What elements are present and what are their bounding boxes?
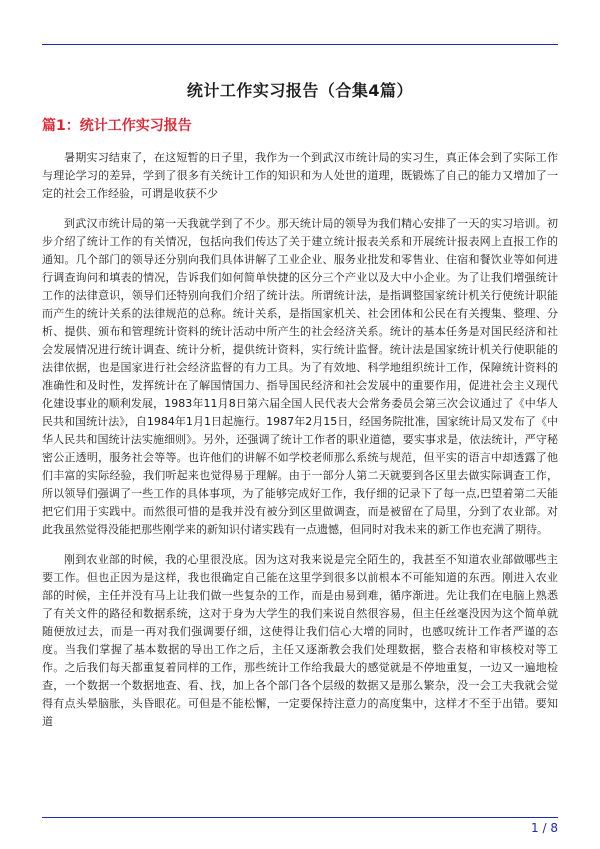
paragraph-3: 刚到农业部的时候，我的心里很没底。因为这对我来说是完全陌生的，我甚至不知道农业部做哪些主要工作。但也正因为是这样，我也很确定自己能在这里学到很多以前根本不可能知道的东西。刚进入农业部的时候，主任并没有马上让我们做一些复杂的工作，而是由易到难，循序渐进。先让我们在电脑上熟悉了有关文件的路径和数据系统，这对于身为大学生的我们来说自然很容易，但主任丝毫没因为这个简单就随便放过去，而是一再对我们强调要仔细，这使得让我们信心大增的同时，也感叹统计工作者严谨的态度。当我们掌握了基本数据的导出工作之后，主任又逐渐教会我们处理数据，整合表格和审核校对等工作。之后我们每天都重复着同样的工作，那些统计工作给我最大的感觉就是不停地重复，一边又一遍地检查，一个数据一个数据地查、看、找，加上各个部门各个层级的数据又是那么繁杂，没一会工夫我就会觉得有点头晕脑胀，头昏眼花。可但是不能松懈，一定要保持注意力的高度集中，这样才不至于出错。要知道 [42, 553, 558, 728]
footer-rule [42, 817, 558, 818]
header-rule [42, 44, 558, 45]
paragraph-1: 暑期实习结束了，在这短暂的日子里，我作为一个到武汉市统计局的实习生，真正体会到了实际工作与理论学习的差异，学到了很多有关统计工作的知识和为人处世的道理，既锻炼了自己的能力又增加了一定的社会工作经验，可谓是收获不少 [42, 151, 558, 200]
section-heading: 篇1：统计工作实习报告 [42, 118, 192, 134]
document-body [42, 60, 558, 743]
document-title: 统计工作实习报告（合集4篇） [186, 81, 414, 100]
page-number: 1 / 8 [531, 821, 558, 835]
paragraph-2: 到武汉市统计局的第一天我就学到了不少。那天统计局的领导为我们精心安排了一天的实习培训。初步介绍了统计工作的有关情况，包括向我们传达了关于建立统计报表关系和开展统计报表网上直报工作的通知。几个部门的领导还分别向我们具体讲解了工业企业、服务业批发和零售业、住宿和餐饮业等如何进行调查询问和填表的情况，告诉我们如何简单快捷的区分三个产业以及大中小企业。为了让我们增强统计工作的法律意识，领导们还特别向我们介绍了统计法。所谓统计法，是指调整国家统计机关行使统计职能而产生的统计关系的法律规范的总称。统计关系，是指国家机关、社会团体和公民在有关搜集、整理、分析、提供、颁布和管理统计资料的统计活动中所产生的社会经济关系。统计的基本任务是对国民经济和社会发展情况进行统计调查、统计分析，提供统计资料，实行统计监督。统计法是国家统计机关行使职能的法律依据，也是国家进行社会经济监督的有力工具。为了有效地、科学地组织统计工作，保障统计资料的准确性和及时性，发挥统计在了解国情国力、指导国民经济和社会发展中的重要作用，促进社会主义现代化建设事业的顺利发展，1983年11月8日第六届全国人民代表大会常务委员会第三次会议通过了《中华人民共和国统计法》，自1984年1月1日起施行。1987年2月15日，经国务院批准，国家统计局又发布了《中华人民共和国统计法实施细则》。另外，还强调了统计工作者的职业道德，要实事求是，依法统计，严守秘密公正透明，服务社会等等。也许他们的讲解不如学校老师那么系统与规范，但平实的语言中却透露了他们丰富的实际经验，我们听起来也觉得易于理解。由于一部分人第二天就要到各区里去做实际调查工作，所以领导们强调了一些工作的具体事项，为了能够完成好工作，我仔细的记录下了每一点,巴望着第二天能把它们用于实践中。而然很可惜的是我并没有被分到区里做调查，而是被留在了局里，分到了农业部。对此我虽然觉得没能把那些刚学来的新知识付诸实践有一点遗憾，但同时对我未来的新工作也充满了期待。 [42, 217, 558, 536]
